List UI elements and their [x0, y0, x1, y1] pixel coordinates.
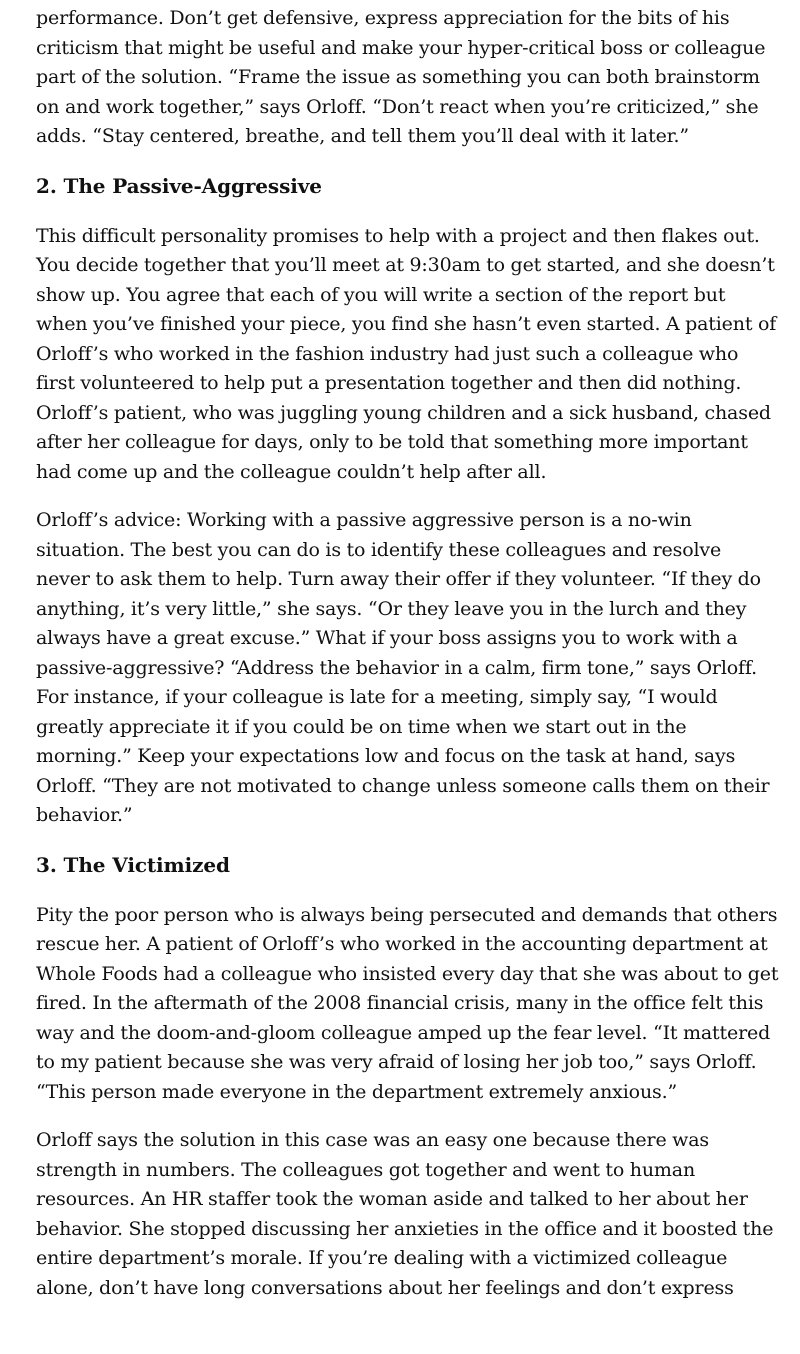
text-line: behavior.”: [36, 804, 133, 826]
text-line: had come up and the colleague couldn’t help after all.: [36, 460, 547, 483]
text-line: morning.” Keep your expectations low and focus on the task at hand, says: [36, 745, 736, 767]
section-heading-passive-aggressive: 2. The Passive-Aggressive: [36, 173, 322, 198]
article-page: [36, 4, 779, 1322]
text-line: on and work together,” says Orloff. “Don’t react when you’re criticized,” she: [36, 95, 759, 118]
text-line: entire department’s morale. If you’re dealing with a victimized colleague: [36, 1247, 728, 1269]
text-line: anything, it’s very little,” she says. “Or they leave you in the lurch and they: [36, 597, 747, 620]
section-heading-victimized: 3. The Victimized: [36, 852, 230, 877]
text-line: passive-aggressive? “Address the behavior in a calm, firm tone,” says Orloff.: [36, 656, 758, 679]
text-line: Orloff says the solution in this case was an easy one because there was: [36, 1129, 710, 1151]
text-line: way and the doom-and-gloom colleague amped up the fear level. “It mattered: [36, 1021, 771, 1044]
text-line: For instance, if your colleague is late for a meeting, simply say, “I would: [36, 686, 718, 708]
text-line: “This person made everyone in the department extremely anxious.”: [36, 1080, 678, 1103]
text-line: when you’ve finished your piece, you find she hasn’t even started. A patient of: [36, 313, 777, 335]
text-line: Whole Foods had a colleague who insisted every day that she was about to get: [36, 962, 779, 985]
paragraph-passive-aggressive-intro: [36, 222, 777, 488]
text-line: resources. An HR staffer took the woman aside and talked to her about her: [36, 1188, 748, 1210]
text-line: Pity the poor person who is always being persecuted and demands that others: [36, 903, 778, 926]
text-line: greatly appreciate it if you could be on time when we start out in the: [36, 715, 687, 738]
text-line: to my patient because she was very afraid of losing her job too,” says Orloff.: [36, 1051, 757, 1073]
paragraph-victimized-intro: [36, 901, 779, 1108]
text-line: Orloff. “They are not motivated to change unless someone calls them on their: [36, 774, 770, 797]
text-line: part of the solution. “Frame the issue as something you can both brainstorm: [36, 66, 760, 88]
text-line: This difficult personality promises to help with a project and then flakes out.: [36, 224, 760, 247]
text-line: strength in numbers. The colleagues got together and went to human: [36, 1158, 696, 1181]
text-line: You decide together that you’ll meet at 9:30am to get started, and she doesn’t: [36, 254, 775, 276]
text-line: Orloff’s who worked in the fashion industry had just such a colleague who: [36, 342, 739, 365]
text-line: performance. Don’t get defensive, express appreciation for the bits of his: [36, 7, 730, 29]
text-line: rescue her. A patient of Orloff’s who worked in the accounting department at: [36, 933, 768, 955]
text-line: always have a great excuse.” What if your boss assigns you to work with a: [36, 627, 738, 649]
text-line: situation. The best you can do is to identify these colleagues and resolve: [36, 538, 722, 561]
text-line: adds. “Stay centered, breathe, and tell them you’ll deal with it later.”: [36, 125, 689, 147]
text-line: never to ask them to help. Turn away their offer if they volunteer. “If they do: [36, 568, 761, 590]
text-line: show up. You agree that each of you will write a section of the report but: [36, 283, 726, 306]
text-line: criticism that might be useful and make your hyper-critical boss or colleague: [36, 36, 766, 59]
paragraph-criticism-advice: [36, 4, 764, 152]
text-line: alone, don’t have long conversations about her feelings and don’t express: [36, 1276, 734, 1299]
text-line: behavior. She stopped discussing her anxieties in the office and it boosted the: [36, 1217, 774, 1240]
text-line: first volunteered to help put a presentation together and then did nothing.: [36, 372, 742, 394]
paragraph-victimized-solution: [36, 1126, 774, 1303]
paragraph-passive-aggressive-advice: [36, 506, 770, 831]
text-line: after her colleague for days, only to be told that something more important: [36, 431, 748, 453]
text-line: Orloff’s patient, who was juggling young children and a sick husband, chased: [36, 401, 771, 424]
text-line: Orloff’s advice: Working with a passive aggressive person is a no-win: [36, 509, 692, 531]
text-line: fired. In the aftermath of the 2008 financial crisis, many in the office felt this: [36, 992, 764, 1014]
